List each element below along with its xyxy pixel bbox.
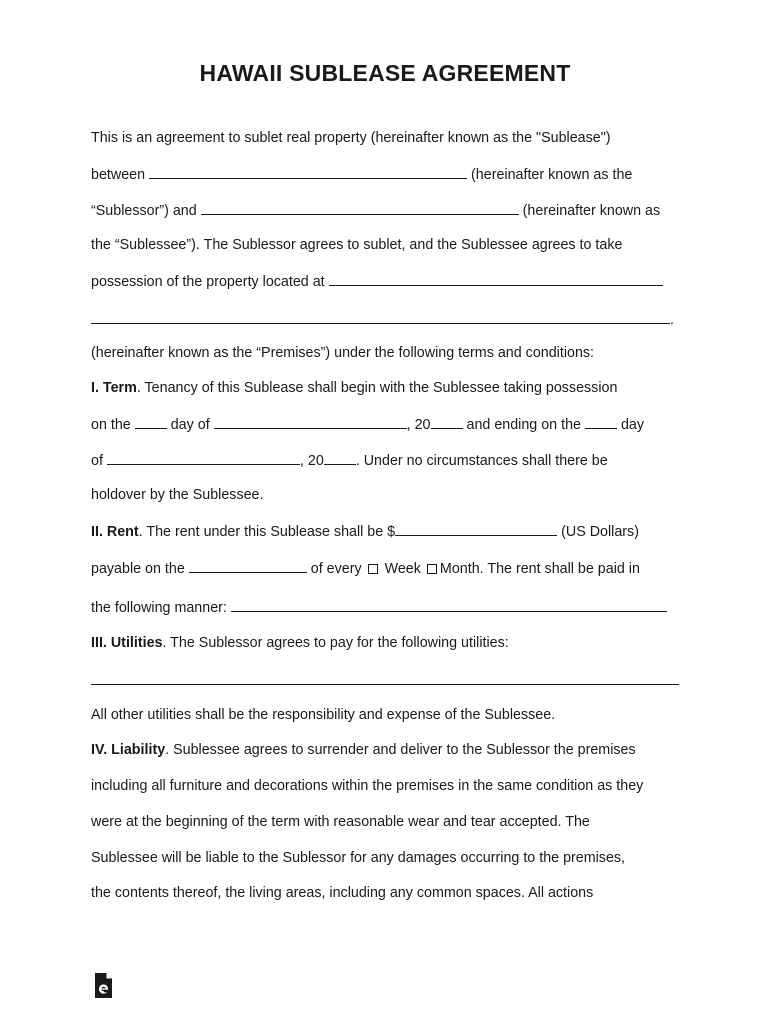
term-line-4: holdover by the Sublessee. <box>91 487 264 503</box>
end-year-field[interactable] <box>324 451 356 465</box>
utilities-line-2: All other utilities shall be the responsibility and expense of the Sublessee. <box>91 707 556 723</box>
intro-line-6: . <box>91 310 674 329</box>
rent-line-3: the following manner: <box>91 598 667 617</box>
intro-line-3: “Sublessor”) and (hereinafter known as <box>91 203 661 219</box>
property-address-field[interactable] <box>329 272 663 286</box>
rent-heading: II. Rent <box>91 524 139 540</box>
week-checkbox[interactable] <box>368 564 378 574</box>
sublessee-name-field[interactable] <box>201 201 519 215</box>
intro-line-5: possession of the property located at <box>91 272 663 291</box>
start-day-field[interactable] <box>135 415 167 429</box>
liability-heading: IV. Liability <box>91 742 166 758</box>
intro-line-2: between (hereinafter known as the <box>91 167 633 183</box>
term-line-1: I. Term. Tenancy of this Sublease shall begin with the Sublessee taking possession <box>91 380 618 396</box>
rent-due-day-field[interactable] <box>189 559 307 573</box>
end-day-field[interactable] <box>585 415 617 429</box>
property-address-field-2[interactable] <box>91 310 670 324</box>
start-year-field[interactable] <box>431 415 463 429</box>
payment-manner-field[interactable] <box>231 598 667 612</box>
liability-line-3: were at the beginning of the term with reasonable wear and tear accepted. The <box>91 814 590 830</box>
intro-line-7: (hereinafter known as the “Premises”) under the following terms and conditions: <box>91 345 595 361</box>
document-title: HAWAII SUBLEASE AGREEMENT <box>199 60 571 86</box>
rent-line-2: payable on the of every Week Month. The rent shall be paid in <box>91 561 640 577</box>
eforms-logo-icon <box>93 972 113 1000</box>
rent-line-1: II. Rent. The rent under this Sublease shall be $ (US Dollars) <box>91 524 639 540</box>
term-heading: I. Term <box>91 380 137 396</box>
intro-line-4: the “Sublessee”). The Sublessor agrees to sublet, and the Sublessee agrees to take <box>91 237 623 253</box>
utilities-line-1: III. Utilities. The Sublessor agrees to pay for the following utilities: <box>91 635 509 651</box>
liability-line-2: including all furniture and decorations within the premises in the same condition as they <box>91 778 644 794</box>
month-checkbox[interactable] <box>427 564 437 574</box>
intro-line-1: This is an agreement to sublet real property (hereinafter known as the "Sublease") <box>91 130 611 146</box>
term-line-3: of , 20 . Under no circumstances shall there be <box>91 453 608 469</box>
liability-line-5: the contents thereof, the living areas, including any common spaces. All actions <box>91 885 594 901</box>
sublessor-name-field[interactable] <box>149 165 467 179</box>
end-month-field[interactable] <box>107 451 300 465</box>
utilities-list-field[interactable] <box>91 684 679 685</box>
utilities-heading: III. Utilities <box>91 635 163 651</box>
liability-line-4: Sublessee will be liable to the Sublessor for any damages occurring to the premises, <box>91 850 626 866</box>
term-line-2: on the day of , 20 and ending on the day <box>91 417 645 433</box>
liability-line-1: IV. Liability. Sublessee agrees to surrender and deliver to the Sublessor the premises <box>91 742 636 758</box>
start-month-field[interactable] <box>214 415 407 429</box>
rent-amount-field[interactable] <box>395 522 557 536</box>
